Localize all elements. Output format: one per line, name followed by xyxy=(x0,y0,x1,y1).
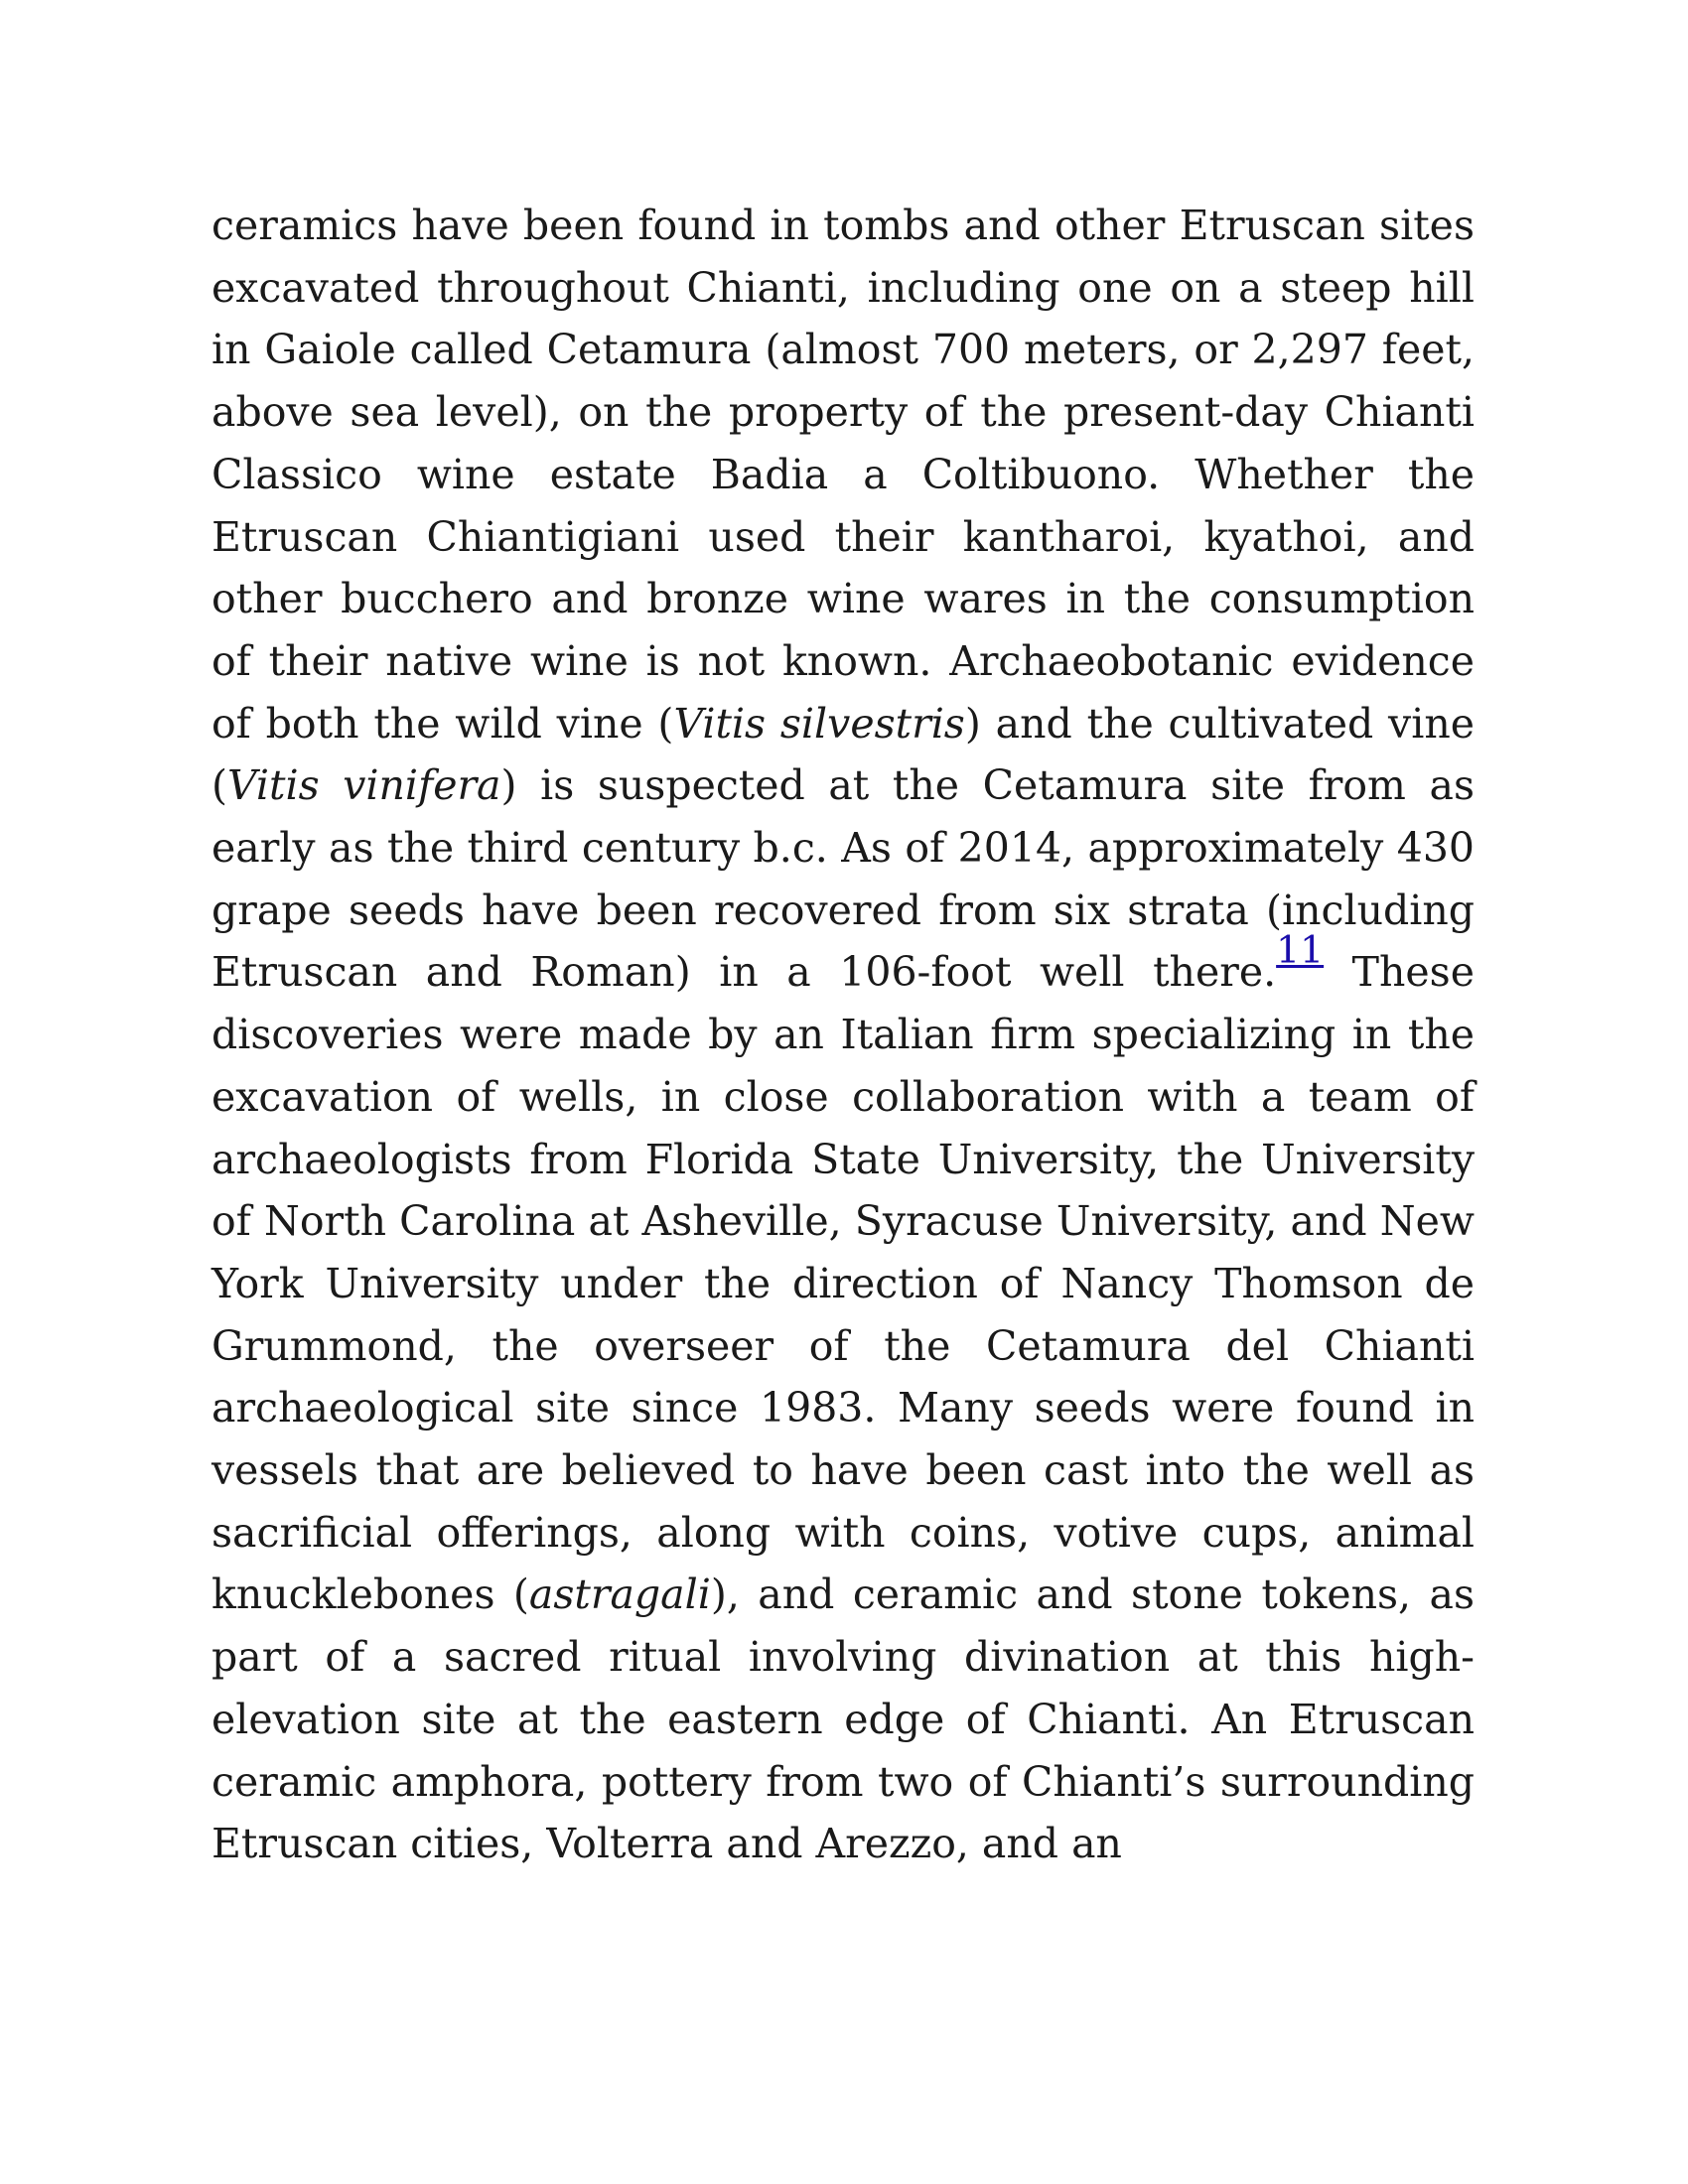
body-paragraph xyxy=(211,195,1475,1875)
italic-term-astragali: astragali xyxy=(528,1570,711,1619)
paragraph-text-segment: ) and the cultivated vine ( xyxy=(211,699,1475,810)
paragraph-text-segment: These discoveries were made by an Italian firm specializing in the excavation of wells, in close collaboration with a team of archaeologists from Florida State University, the University of North Carolina at Asheville, Syracuse University, and New York University under the direction of Nancy Thomson de Grummond, the overseer of the Cetamura del Chianti archaeological site since 1983. Many seeds were found in vessels that are believed to have been cast into the well as sacrificial offerings, along with coins, votive cups, animal knucklebones ( xyxy=(211,948,1475,1619)
paragraph-text-segment: ), and ceramic and stone tokens, as part of a sacred ritual involving divination at this high-elevation site at the eastern edge of Chianti. An Etruscan ceramic amphora, pottery from two of Chianti’s surrounding Etruscan cities, Volterra and Arezzo, and an xyxy=(211,1570,1475,1868)
paragraph-text-segment: ) is suspected at the Cetamura site from as early as the third century b.c. As of 2014, approximately 430 grape seeds have been recovered from six strata (including Etruscan and Roman) in a 106-foot well there. xyxy=(211,761,1475,997)
italic-term-vitis-silvestris: Vitis silvestris xyxy=(673,699,965,748)
paragraph-text-segment: ceramics have been found in tombs and other Etruscan sites excavated throughout Chianti, including one on a steep hill in Gaiole called Cetamura (almost 700 meters, or 2,297 feet, above sea level), on the property of the present-day Chianti Classico wine estate Badia a Coltibuono. Whether the Etruscan Chiantigiani used their kantharoi, kyathoi, and other bucchero and bronze wine wares in the consumption of their native wine is not known. Archaeobotanic evidence of both the wild vine ( xyxy=(211,202,1475,748)
italic-term-vitis-vinifera: Vitis vinifera xyxy=(227,761,501,810)
footnote-link[interactable]: 11 xyxy=(1276,928,1325,973)
page-content xyxy=(211,195,1475,1875)
